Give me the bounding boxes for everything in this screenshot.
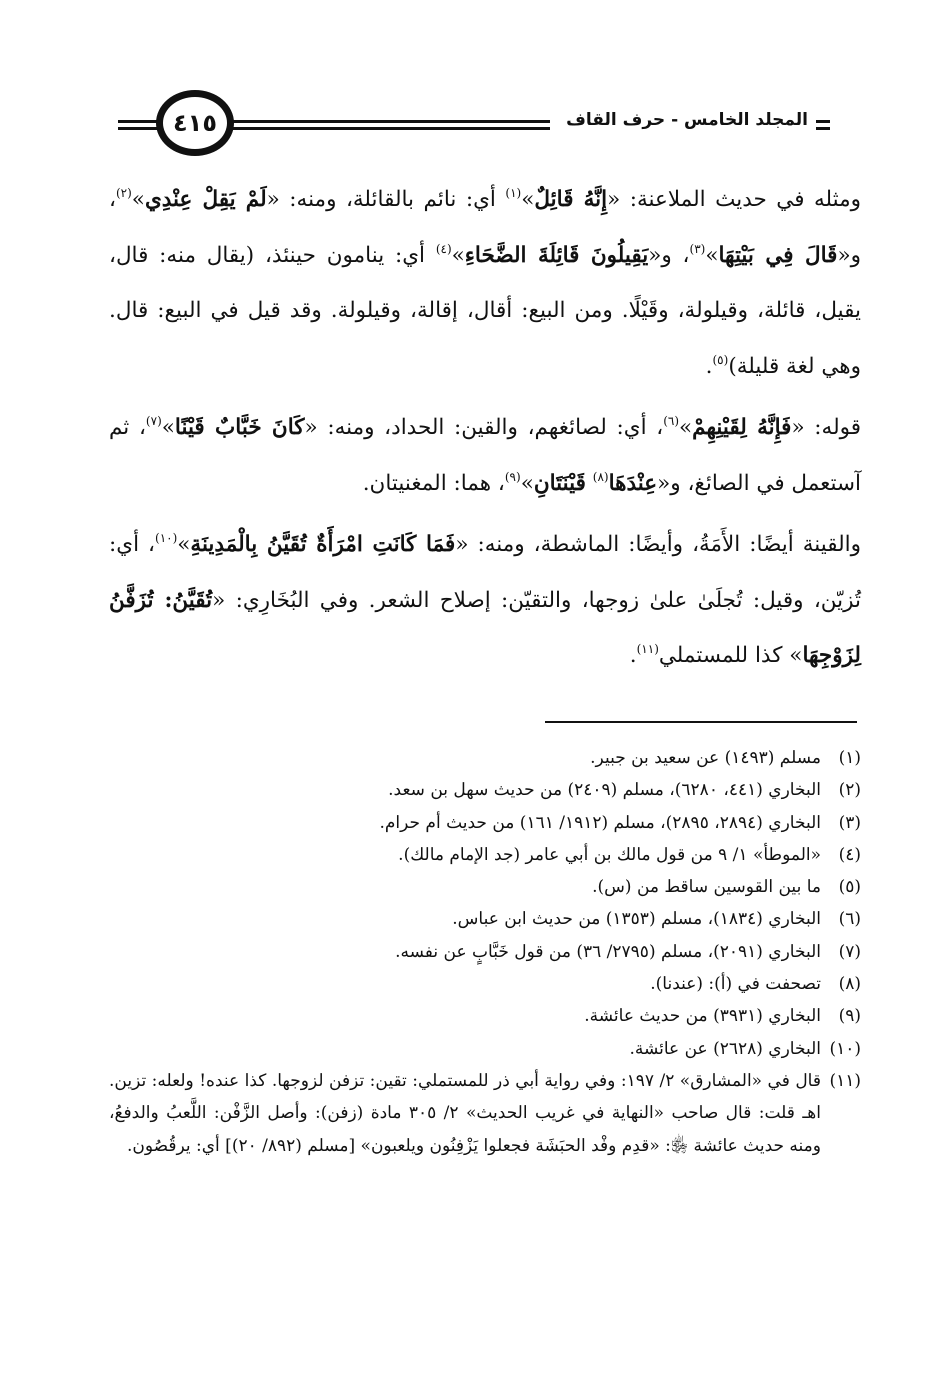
- text-run: ، و«: [109, 187, 861, 268]
- text-run: قوله: «: [791, 415, 862, 440]
- footnote-ref: (٨): [592, 469, 609, 484]
- footnote: [109, 774, 861, 806]
- footnote-text: تصحفت في (أ): (عندنا).: [650, 974, 821, 995]
- header-rule: [816, 127, 830, 130]
- footnote: [109, 903, 861, 935]
- hadith-quote: فَمَا كَانَتِ امْرَأَةٌ تُقَيَّنُ بِالْمَدِينَةِ: [190, 532, 456, 557]
- text-run: أي: نائم بالقائلة، ومنه: «: [266, 187, 506, 212]
- text-run: .: [705, 353, 713, 379]
- text-run: والقينة أيضًا: الأَمَةُ، وأيضًا: الماشطة، ومنه: «: [455, 532, 861, 557]
- footnote-text: البخاري (٤٤١، ٦٢٨٠)، مسلم (٢٤٠٩) من حديث سهل بن سعد.: [388, 780, 821, 801]
- header-rule: [223, 127, 550, 130]
- footnote-text: البخاري (٢٦٢٨) عن عائشة.: [629, 1038, 821, 1059]
- footnote: [109, 871, 861, 903]
- footnote-number: (٦): [838, 909, 861, 930]
- footnote-number: (١): [838, 748, 861, 768]
- paragraph: [109, 517, 861, 684]
- text-run: »: [131, 187, 145, 212]
- hadith-quote: إِنَّهُ قَائِلٌ: [534, 187, 608, 212]
- header-rule: [223, 120, 550, 123]
- footnote: [109, 1065, 861, 1162]
- footnote-number: (١١): [829, 1070, 861, 1091]
- running-title: المجلد الخامس - حرف القاف: [566, 110, 808, 130]
- footnote-ref: (١): [505, 186, 522, 200]
- footnote-text: ما بين القوسين ساقط من (س).: [592, 877, 821, 898]
- footnote-ref: (٧): [145, 414, 162, 428]
- text-run: »: [161, 415, 175, 440]
- footnote-ref: (٥): [712, 352, 729, 367]
- hadith-quote: كَانَ خَبَّابٌ قَيْنًا: [174, 415, 305, 440]
- footnote-ref: (٩): [504, 469, 521, 484]
- text-run: ، و«: [648, 242, 690, 268]
- footnote-number: (٩): [838, 1006, 861, 1027]
- text-run: .: [629, 643, 637, 668]
- footnote-number: (٥): [838, 877, 861, 898]
- footnote-number: (٢): [838, 780, 861, 801]
- text-run: »: [520, 470, 534, 496]
- header-rule: [816, 120, 830, 123]
- footnote: [109, 1000, 861, 1032]
- hadith-quote: قَيْنَتَانِ: [533, 470, 586, 496]
- footnotes: [109, 742, 861, 1162]
- text-run: »: [521, 187, 535, 212]
- text-run: ، ثم آستعمل في الصائغ، و«: [109, 415, 861, 496]
- main-text: [109, 172, 861, 684]
- text-run: [586, 471, 593, 496]
- footnote: [109, 742, 861, 774]
- paragraph: [109, 172, 861, 394]
- text-run: »: [451, 242, 465, 268]
- footnote: [109, 968, 861, 1000]
- text-run: »: [679, 415, 693, 440]
- footnote-text: البخاري (٢٠٩١)، مسلم (٢٧٩٥/ ٣٦) من قول خَبَّابٍ عن نفسه.: [395, 941, 821, 962]
- hadith-quote: يَقِيلُونَ قَائِلَةَ الضَّحَاءِ: [464, 242, 649, 268]
- text-run: ومثله في حديث الملاعنة: «: [607, 187, 862, 212]
- footnote-ref: (٦): [663, 414, 680, 428]
- page-header: [118, 86, 830, 166]
- footnote-ref: (١١): [636, 642, 659, 656]
- footnote-ref: (٤): [435, 241, 452, 256]
- hadith-quote: تُقَيَّنُ: تُزَفَّنُ لِزَوْجِهَا: [109, 587, 861, 668]
- page-number: ٤١٥: [173, 109, 217, 137]
- paragraph: [109, 400, 861, 511]
- footnote-text: «الموطأ» ١/ ٩ من قول مالك بن أبي عامر (جد الإمام مالك).: [398, 844, 821, 865]
- hadith-quote: فَإِنَّهُ لِقَيْنِهِمْ: [692, 415, 792, 440]
- text-run: ، أي: لصائغهم، والقين: الحداد، ومنه: «: [304, 415, 664, 440]
- footnote-text: البخاري (١٨٣٤)، مسلم (١٣٥٣) من حديث ابن عباس.: [452, 909, 821, 930]
- footnote: [109, 839, 861, 871]
- footnote-number: (٤): [838, 844, 861, 865]
- footnote: [109, 1033, 861, 1065]
- text-run: » كذا للمستملي: [658, 643, 803, 668]
- footnote-text: مسلم (١٤٩٣) عن سعيد بن جبير.: [590, 748, 821, 768]
- footnote: [109, 807, 861, 839]
- hadith-quote: عِنْدَهَا: [608, 470, 658, 496]
- footnote-ref: (٣): [689, 241, 706, 256]
- text-run: »: [177, 532, 191, 557]
- footnote: [109, 936, 861, 968]
- footnote-separator: [545, 721, 857, 723]
- footnote-number: (٧): [838, 941, 861, 962]
- footnote-number: (٣): [838, 812, 861, 833]
- text-run: أي: ينامون حينئذ، (يقال منه: قال، يقيل، قائلة، وقيلولة، وقَيْلًا. ومن البيع: أقال، إقالة، وقيلولة. وقد قيل في البيع: قال. وهي لغة قليلة): [109, 242, 861, 379]
- footnote-ref: (١٠): [155, 531, 178, 545]
- hadith-quote: قَالَ فِي بَيْتِهَا: [718, 242, 838, 268]
- footnote-ref: (٢): [115, 186, 132, 200]
- text-run: ، هما: المغنيتان.: [362, 470, 505, 496]
- hadith-quote: لَمْ يَقِلْ عِنْدِي: [144, 187, 267, 212]
- footnote-number: (١٠): [829, 1038, 861, 1059]
- text-run: »: [705, 242, 719, 268]
- page-number-badge: [156, 90, 234, 156]
- footnote-text: قال في «المشارق» ٢/ ١٩٧: وفي رواية أبي ذر للمستملي: تقين: تزفن لزوجها. كذا عنده! ولعله: تزين. اهـ قلت: قال صاحب «النهاية في غريب الحديث» ٢/ ٣٠٥ مادة (زفن): وأصل الزَّفْن: اللَّعبُ والدفعُ، ومنه حديث عائشة ﵂: «قدِم وفْد الحبَشَة فجعلوا يَزْفِنُون ويلعبون» [مسلم (٨٩٢/ ٢٠)] أي: يرقُصُون.: [109, 1070, 821, 1156]
- footnote-text: البخاري (٣٩٣١) من حديث عائشة.: [584, 1006, 821, 1027]
- text-run: ، أي: تُزيّن، وقيل: تُجلَىٰ علىٰ زوجها، والتقيّن: إصلاح الشعر. وفي البُخَارِي: «: [109, 532, 861, 613]
- footnote-text: البخاري (٢٨٩٤، ٢٨٩٥)، مسلم (١٩١٢/ ١٦١) من حديث أم حرام.: [379, 812, 821, 833]
- footnote-number: (٨): [838, 974, 861, 995]
